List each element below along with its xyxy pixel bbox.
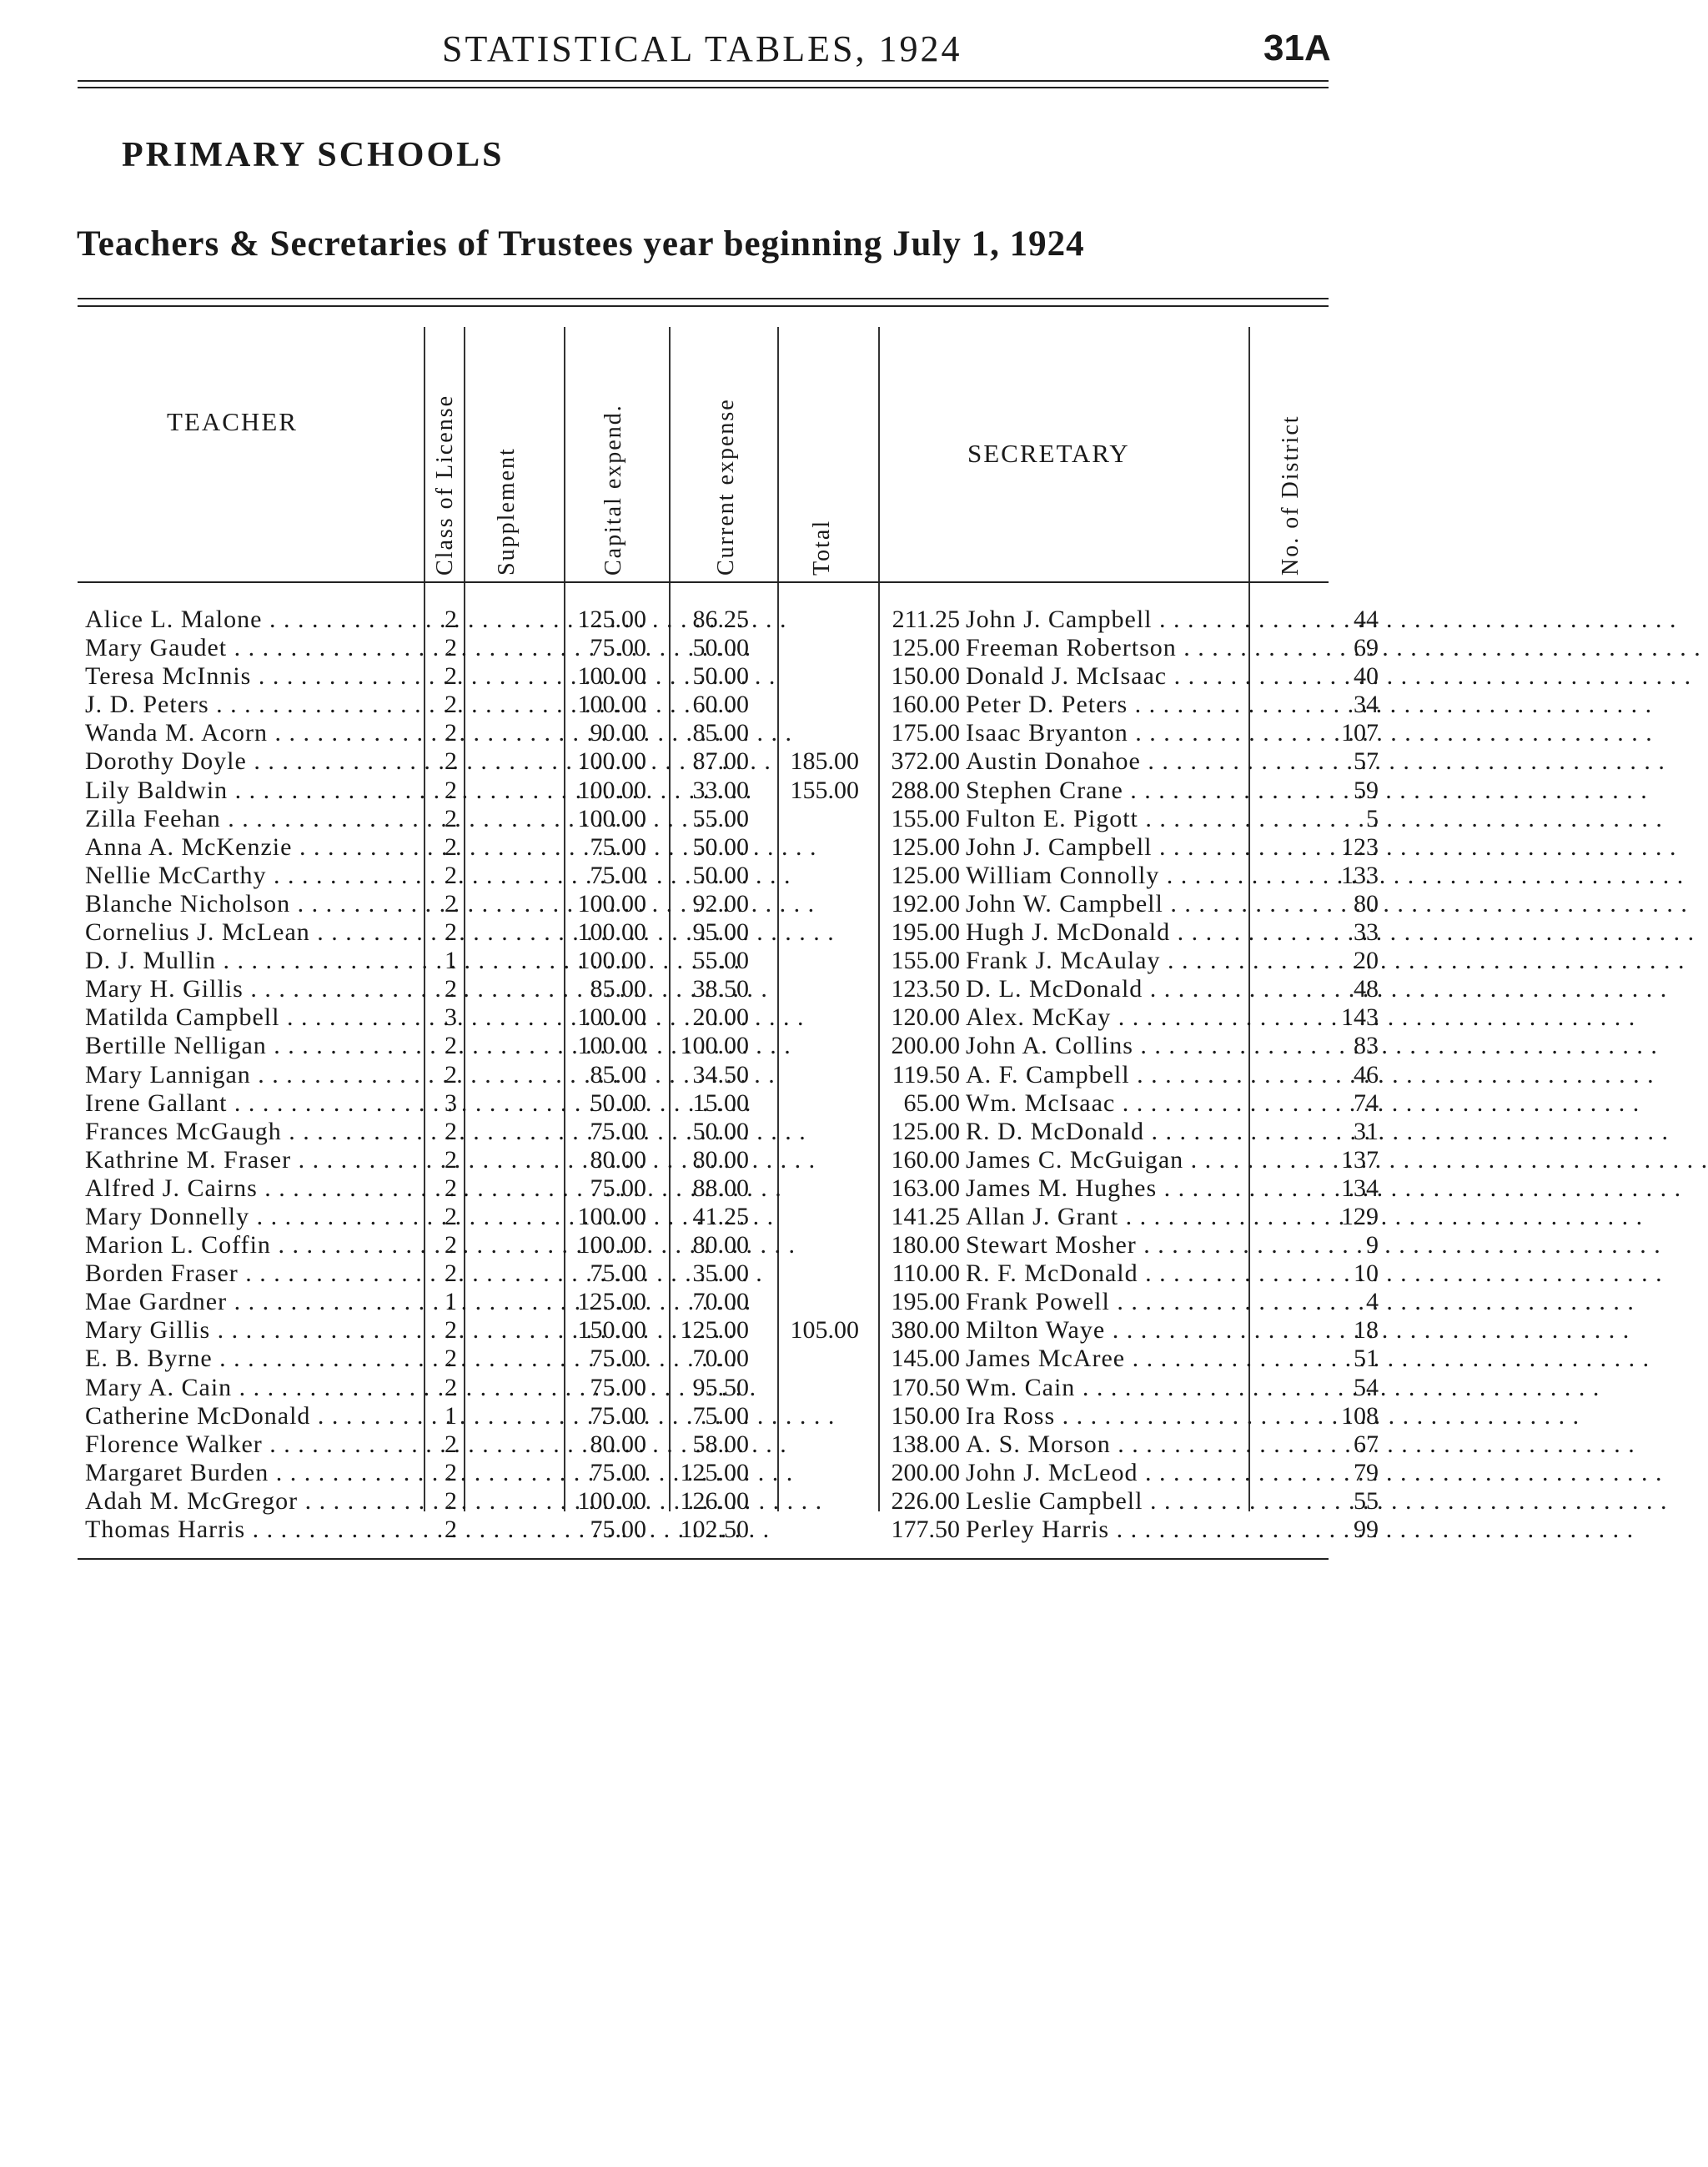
supplement: 75.00 xyxy=(590,832,646,861)
supplement: 100.00 xyxy=(577,1032,646,1060)
table-row xyxy=(83,662,1379,691)
total: 119.50 xyxy=(892,1060,960,1089)
table-row xyxy=(83,832,1379,862)
capital-expend: 95.50 xyxy=(692,1373,749,1401)
section-title: PRIMARY SCHOOLS xyxy=(122,136,505,174)
secretary-name: Alex. McKay . . . xyxy=(966,1003,1326,1032)
total: 200.00 xyxy=(891,1032,960,1060)
class-of-license: 2 xyxy=(445,1486,457,1515)
supplement: 75.00 xyxy=(590,1373,646,1401)
teacher-name: Anna A. McKenzie . . . xyxy=(85,833,419,862)
table-row xyxy=(83,1259,1379,1288)
capital-expend: 92.00 xyxy=(692,889,749,918)
class-of-license: 2 xyxy=(445,691,457,719)
supplement: 80.00 xyxy=(590,1430,646,1458)
class-of-license: 2 xyxy=(445,1373,457,1401)
total: 175.00 xyxy=(891,719,960,747)
district-number: 34 xyxy=(1354,691,1379,719)
class-of-license: 2 xyxy=(445,719,457,747)
supplement: 75.00 xyxy=(590,1401,646,1430)
teacher-name: Mary H. Gillis . . . xyxy=(85,975,419,1003)
secretary-name: Isaac Bryanton . . . xyxy=(966,719,1326,747)
head-rule-bottom xyxy=(78,87,1329,88)
secretary-name: Wm. Cain . . . xyxy=(966,1374,1326,1402)
header-class-of-license: Class of License xyxy=(432,394,458,576)
capital-expend: 15.00 xyxy=(692,1089,749,1117)
table-bottom-rule xyxy=(78,1558,1329,1560)
current-expense: 155.00 xyxy=(790,776,859,804)
district-number: 74 xyxy=(1354,1089,1379,1117)
table-row xyxy=(83,1174,1379,1203)
teacher-name: Alice L. Malone . . . xyxy=(85,606,419,634)
total: 195.00 xyxy=(891,1288,960,1316)
class-of-license: 2 xyxy=(445,606,457,633)
district-number: 33 xyxy=(1354,918,1379,947)
table-row xyxy=(83,1316,1379,1345)
supplement: 100.00 xyxy=(577,662,646,691)
total: 138.00 xyxy=(891,1430,960,1458)
capital-expend: 125.00 xyxy=(680,1458,749,1486)
district-number: 20 xyxy=(1354,947,1379,975)
supplement: 75.00 xyxy=(590,1458,646,1486)
district-number: 5 xyxy=(1366,804,1379,832)
teacher-name: E. B. Byrne . . . xyxy=(85,1345,419,1373)
supplement: 75.00 xyxy=(590,1117,646,1145)
total: 150.00 xyxy=(891,1401,960,1430)
class-of-license: 2 xyxy=(445,1430,457,1458)
supplement: 125.00 xyxy=(577,606,646,633)
total: 125.00 xyxy=(891,861,960,889)
secretary-name: William Connolly . . . xyxy=(966,862,1326,890)
secretary-name: Perley Harris . . . xyxy=(966,1516,1326,1544)
header-capital-expend: Capital expend. xyxy=(600,404,626,576)
district-number: 108 xyxy=(1341,1401,1379,1430)
district-number: 54 xyxy=(1354,1373,1379,1401)
table-row xyxy=(83,1003,1379,1032)
district-number: 123 xyxy=(1341,832,1379,861)
total: 192.00 xyxy=(891,889,960,918)
class-of-license: 2 xyxy=(445,918,457,947)
total: 123.50 xyxy=(891,975,960,1003)
district-number: 55 xyxy=(1354,1486,1379,1515)
teacher-name: Irene Gallant . . . xyxy=(85,1089,419,1118)
supplement: 75.00 xyxy=(590,1516,646,1543)
table-row xyxy=(83,804,1379,833)
supplement: 75.00 xyxy=(590,1259,646,1288)
teacher-name: Mary Donnelly . . . xyxy=(85,1203,419,1231)
table-row xyxy=(83,1202,1379,1231)
running-head xyxy=(0,21,1345,79)
secretary-name: John A. Collins . . . xyxy=(966,1032,1326,1060)
teacher-name: Margaret Burden . . . xyxy=(85,1459,419,1487)
header-district: No. of District xyxy=(1278,415,1304,576)
teacher-name: Bertille Nelligan . . . xyxy=(85,1032,419,1060)
capital-expend: 41.25 xyxy=(692,1202,749,1230)
table-row xyxy=(83,719,1379,747)
table-row xyxy=(83,1032,1379,1060)
class-of-license: 2 xyxy=(445,1060,457,1089)
class-of-license: 1 xyxy=(445,947,457,975)
class-of-license: 2 xyxy=(445,889,457,918)
total: 141.25 xyxy=(891,1202,960,1230)
supplement: 150.00 xyxy=(577,1316,646,1345)
capital-expend: 38.50 xyxy=(692,975,749,1003)
teacher-name: Mae Gardner . . . xyxy=(85,1288,419,1316)
total: 177.50 xyxy=(891,1516,960,1543)
page-subtitle: Teachers & Secretaries of Trustees year beginning July 1, 1924 xyxy=(77,224,1085,264)
secretary-name: Milton Waye . . . xyxy=(966,1316,1326,1345)
table-rule-top-2 xyxy=(78,305,1329,307)
table-row xyxy=(83,975,1379,1003)
teacher-name: Frances McGaugh . . . xyxy=(85,1118,419,1146)
teacher-name: Mary Gaudet . . . xyxy=(85,634,419,662)
class-of-license: 2 xyxy=(445,804,457,832)
teacher-name: Catherine McDonald . . . xyxy=(85,1402,419,1430)
supplement: 100.00 xyxy=(577,947,646,975)
total: 120.00 xyxy=(891,1003,960,1032)
district-number: 79 xyxy=(1354,1458,1379,1486)
total: 125.00 xyxy=(891,634,960,662)
capital-expend: 102.50 xyxy=(680,1516,749,1543)
class-of-license: 2 xyxy=(445,1316,457,1345)
table-row xyxy=(83,861,1379,890)
table-row xyxy=(83,947,1379,975)
teacher-name: Zilla Feehan . . . xyxy=(85,805,419,833)
table-row xyxy=(83,634,1379,662)
district-number: 83 xyxy=(1354,1032,1379,1060)
secretary-name: R. F. McDonald . . . xyxy=(966,1259,1326,1288)
teacher-name: Alfred J. Cairns . . . xyxy=(85,1174,419,1203)
teacher-name: Adah M. McGregor . . . xyxy=(85,1487,419,1516)
capital-expend: 34.50 xyxy=(692,1060,749,1089)
district-number: 18 xyxy=(1354,1316,1379,1345)
capital-expend: 50.00 xyxy=(692,662,749,691)
secretary-name: John J. McLeod . . . xyxy=(966,1459,1326,1487)
capital-expend: 88.00 xyxy=(692,1174,749,1202)
supplement: 75.00 xyxy=(590,634,646,662)
district-number: 69 xyxy=(1354,634,1379,662)
page-number: 31A xyxy=(1263,28,1331,68)
district-number: 107 xyxy=(1341,719,1379,747)
district-number: 59 xyxy=(1354,776,1379,804)
district-number: 134 xyxy=(1341,1174,1379,1202)
class-of-license: 2 xyxy=(445,634,457,662)
supplement: 75.00 xyxy=(590,861,646,889)
teacher-name: Nellie McCarthy . . . xyxy=(85,862,419,890)
class-of-license: 3 xyxy=(445,1089,457,1117)
district-number: 9 xyxy=(1366,1231,1379,1259)
supplement: 100.00 xyxy=(577,691,646,719)
class-of-license: 1 xyxy=(445,1401,457,1430)
class-of-license: 2 xyxy=(445,1345,457,1373)
header-teacher: TEACHER xyxy=(167,407,298,436)
supplement: 80.00 xyxy=(590,1145,646,1174)
secretary-name: D. L. McDonald . . . xyxy=(966,975,1326,1003)
capital-expend: 75.00 xyxy=(692,1401,749,1430)
table-row xyxy=(83,747,1379,776)
supplement: 100.00 xyxy=(577,776,646,804)
teacher-name: Wanda M. Acorn . . . xyxy=(85,719,419,747)
district-number: 129 xyxy=(1341,1202,1379,1230)
capital-expend: 125.00 xyxy=(680,1316,749,1345)
supplement: 100.00 xyxy=(577,747,646,776)
total: 110.00 xyxy=(892,1259,960,1288)
total: 163.00 xyxy=(891,1174,960,1202)
teacher-name: Teresa McInnis . . . xyxy=(85,662,419,691)
teacher-name: Mary Lannigan . . . xyxy=(85,1061,419,1089)
table-row xyxy=(83,1458,1379,1487)
secretary-name: Freeman Robertson . . . xyxy=(966,634,1326,662)
capital-expend: 50.00 xyxy=(692,832,749,861)
teacher-name: Borden Fraser . . . xyxy=(85,1259,419,1288)
total: 170.50 xyxy=(891,1373,960,1401)
district-number: 143 xyxy=(1341,1003,1379,1032)
table-row xyxy=(83,1089,1379,1118)
teacher-name: Blanche Nicholson . . . xyxy=(85,890,419,918)
total: 200.00 xyxy=(891,1458,960,1486)
capital-expend: 126.00 xyxy=(680,1486,749,1515)
supplement: 75.00 xyxy=(590,1174,646,1202)
table-row xyxy=(83,889,1379,918)
supplement: 125.00 xyxy=(577,1288,646,1316)
district-number: 137 xyxy=(1341,1145,1379,1174)
header-supplement: Supplement xyxy=(494,447,520,576)
total: 372.00 xyxy=(891,747,960,776)
table-row xyxy=(83,1345,1379,1373)
supplement: 100.00 xyxy=(577,889,646,918)
district-number: 44 xyxy=(1354,606,1379,633)
table-row xyxy=(83,1373,1379,1402)
supplement: 85.00 xyxy=(590,975,646,1003)
secretary-name: Austin Donahoe . . . xyxy=(966,747,1326,776)
class-of-license: 2 xyxy=(445,1032,457,1060)
total: 160.00 xyxy=(891,1145,960,1174)
capital-expend: 60.00 xyxy=(692,691,749,719)
teacher-name: Thomas Harris . . . xyxy=(85,1516,419,1544)
teacher-name: Mary Gillis . . . xyxy=(85,1316,419,1345)
table-row xyxy=(83,1145,1379,1174)
capital-expend: 80.00 xyxy=(692,1231,749,1259)
teacher-name: Cornelius J. McLean . . . xyxy=(85,918,419,947)
table-row xyxy=(83,1430,1379,1459)
supplement: 100.00 xyxy=(577,804,646,832)
capital-expend: 85.00 xyxy=(692,719,749,747)
table-row xyxy=(83,1231,1379,1259)
total: 195.00 xyxy=(891,918,960,947)
total: 155.00 xyxy=(891,947,960,975)
total: 288.00 xyxy=(891,776,960,804)
secretary-name: Ira Ross . . . xyxy=(966,1402,1326,1430)
teacher-name: Lily Baldwin . . . xyxy=(85,777,419,805)
total: 155.00 xyxy=(891,804,960,832)
secretary-name: James M. Hughes . . . xyxy=(966,1174,1326,1203)
teacher-name: Mary A. Cain . . . xyxy=(85,1374,419,1402)
district-number: 46 xyxy=(1354,1060,1379,1089)
supplement: 90.00 xyxy=(590,719,646,747)
table-rule-top xyxy=(78,298,1329,299)
teacher-name: Matilda Campbell . . . xyxy=(85,1003,419,1032)
secretary-name: Donald J. McIsaac . . . xyxy=(966,662,1326,691)
secretary-name: Frank J. McAulay . . . xyxy=(966,947,1326,975)
class-of-license: 2 xyxy=(445,662,457,691)
total: 380.00 xyxy=(891,1316,960,1345)
capital-expend: 55.00 xyxy=(692,947,749,975)
teacher-name: Florence Walker . . . xyxy=(85,1430,419,1459)
class-of-license: 2 xyxy=(445,1174,457,1202)
teacher-name: D. J. Mullin . . . xyxy=(85,947,419,975)
total: 145.00 xyxy=(891,1345,960,1373)
secretary-name: A. F. Campbell . . . xyxy=(966,1061,1326,1089)
secretary-name: James McAree . . . xyxy=(966,1345,1326,1373)
running-head-title: STATISTICAL TABLES, 1924 xyxy=(442,28,962,69)
table-row xyxy=(83,1486,1379,1516)
supplement: 100.00 xyxy=(577,1003,646,1032)
teacher-name: Dorothy Doyle . . . xyxy=(85,747,419,776)
district-number: 48 xyxy=(1354,975,1379,1003)
secretary-name: John J. Campbell . . . xyxy=(966,606,1326,634)
capital-expend: 87.00 xyxy=(692,747,749,776)
district-number: 133 xyxy=(1341,861,1379,889)
class-of-license: 2 xyxy=(445,1145,457,1174)
table-row xyxy=(83,776,1379,805)
capital-expend: 70.00 xyxy=(692,1345,749,1373)
capital-expend: 86.25 xyxy=(692,606,749,633)
total: 160.00 xyxy=(891,691,960,719)
class-of-license: 2 xyxy=(445,1458,457,1486)
header-current-expense: Current expense xyxy=(713,398,739,576)
teachers-table xyxy=(83,606,1379,1544)
secretary-name: Leslie Campbell . . . xyxy=(966,1487,1326,1516)
capital-expend: 33.00 xyxy=(692,776,749,804)
class-of-license: 2 xyxy=(445,975,457,1003)
district-number: 4 xyxy=(1366,1288,1379,1316)
teacher-name: Marion L. Coffin . . . xyxy=(85,1231,419,1259)
total: 150.00 xyxy=(891,662,960,691)
capital-expend: 95.00 xyxy=(692,918,749,947)
header-secretary: SECRETARY xyxy=(967,439,1130,468)
capital-expend: 58.00 xyxy=(692,1430,749,1458)
total: 125.00 xyxy=(891,832,960,861)
class-of-license: 1 xyxy=(445,1288,457,1316)
capital-expend: 50.00 xyxy=(692,861,749,889)
table-row xyxy=(83,606,1379,634)
capital-expend: 100.00 xyxy=(680,1032,749,1060)
class-of-license: 2 xyxy=(445,861,457,889)
secretary-name: Hugh J. McDonald . . . xyxy=(966,918,1326,947)
district-number: 99 xyxy=(1354,1516,1379,1543)
total: 65.00 xyxy=(903,1089,960,1117)
secretary-name: James C. McGuigan . . . xyxy=(966,1146,1326,1174)
supplement: 75.00 xyxy=(590,1345,646,1373)
class-of-license: 2 xyxy=(445,1231,457,1259)
district-number: 10 xyxy=(1354,1259,1379,1288)
teacher-name: Kathrine M. Fraser . . . xyxy=(85,1146,419,1174)
header-bottom-rule xyxy=(78,581,1329,583)
class-of-license: 3 xyxy=(445,1003,457,1032)
class-of-license: 2 xyxy=(445,1117,457,1145)
district-number: 67 xyxy=(1354,1430,1379,1458)
secretary-name: R. D. McDonald . . . xyxy=(966,1118,1326,1146)
supplement: 100.00 xyxy=(577,1202,646,1230)
table-row xyxy=(83,1117,1379,1146)
class-of-license: 2 xyxy=(445,747,457,776)
class-of-license: 2 xyxy=(445,1202,457,1230)
supplement: 85.00 xyxy=(590,1060,646,1089)
table-row xyxy=(83,918,1379,947)
class-of-license: 2 xyxy=(445,832,457,861)
head-rule-top xyxy=(78,80,1329,82)
secretary-name: Fulton E. Pigott . . . xyxy=(966,805,1326,833)
table-row xyxy=(83,691,1379,719)
supplement: 50.00 xyxy=(590,1089,646,1117)
table-row xyxy=(83,1401,1379,1430)
class-of-license: 2 xyxy=(445,1259,457,1288)
table-row xyxy=(83,1516,1379,1544)
current-expense: 185.00 xyxy=(790,747,859,776)
district-number: 57 xyxy=(1354,747,1379,776)
supplement: 100.00 xyxy=(577,918,646,947)
secretary-name: Allan J. Grant . . . xyxy=(966,1203,1326,1231)
secretary-name: Peter D. Peters . . . xyxy=(966,691,1326,719)
supplement: 100.00 xyxy=(577,1486,646,1515)
class-of-license: 2 xyxy=(445,1516,457,1543)
teacher-name: J. D. Peters . . . xyxy=(85,691,419,719)
secretary-name: Stewart Mosher . . . xyxy=(966,1231,1326,1259)
capital-expend: 70.00 xyxy=(692,1288,749,1316)
total: 226.00 xyxy=(891,1486,960,1515)
total: 180.00 xyxy=(891,1231,960,1259)
capital-expend: 50.00 xyxy=(692,634,749,662)
capital-expend: 20.00 xyxy=(692,1003,749,1032)
district-number: 31 xyxy=(1354,1117,1379,1145)
secretary-name: Wm. McIsaac . . . xyxy=(966,1089,1326,1118)
capital-expend: 50.00 xyxy=(692,1117,749,1145)
secretary-name: Frank Powell . . . xyxy=(966,1288,1326,1316)
secretary-name: Stephen Crane . . . xyxy=(966,777,1326,805)
district-number: 51 xyxy=(1354,1345,1379,1373)
current-expense: 105.00 xyxy=(790,1316,859,1345)
capital-expend: 35.00 xyxy=(692,1259,749,1288)
class-of-license: 2 xyxy=(445,776,457,804)
total: 125.00 xyxy=(891,1117,960,1145)
capital-expend: 55.00 xyxy=(692,804,749,832)
secretary-name: John W. Campbell . . . xyxy=(966,890,1326,918)
district-number: 80 xyxy=(1354,889,1379,918)
table-row xyxy=(83,1060,1379,1089)
secretary-name: A. S. Morson . . . xyxy=(966,1430,1326,1459)
table-row xyxy=(83,1288,1379,1316)
district-number: 40 xyxy=(1354,662,1379,691)
header-total: Total xyxy=(809,519,835,576)
secretary-name: John J. Campbell . . . xyxy=(966,833,1326,862)
total: 211.25 xyxy=(892,606,960,633)
supplement: 100.00 xyxy=(577,1231,646,1259)
capital-expend: 80.00 xyxy=(692,1145,749,1174)
